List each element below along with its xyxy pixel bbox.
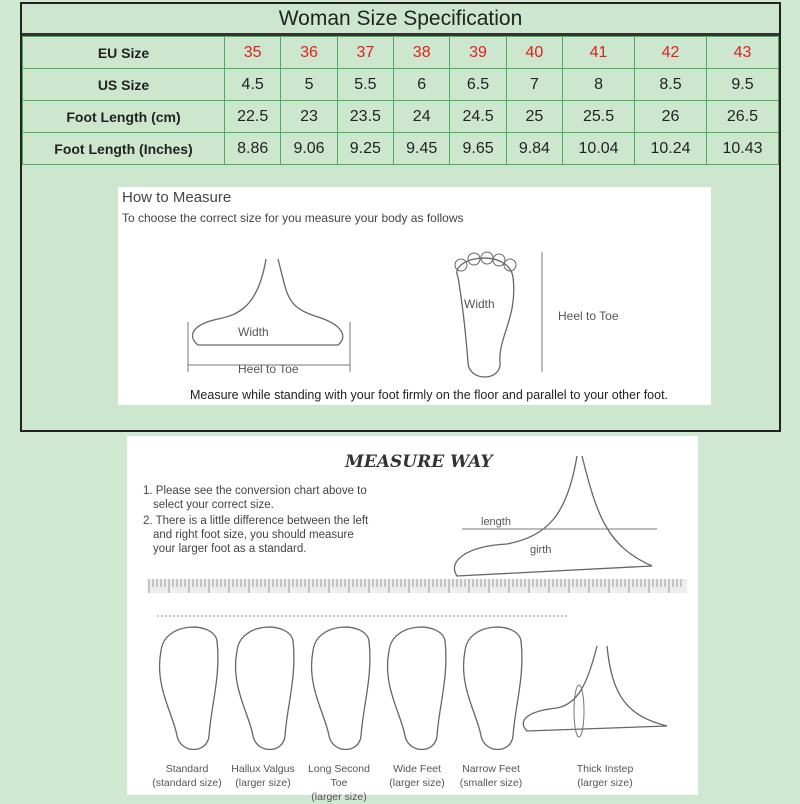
- table-cell: 4.5: [225, 69, 281, 101]
- table-cell: 9.45: [394, 133, 450, 165]
- note-line: and right foot size, you should measure: [153, 529, 354, 541]
- length-label: length: [481, 516, 511, 528]
- table-cell: 8.5: [635, 69, 707, 101]
- table-cell: 43: [706, 37, 778, 69]
- table-cell: 38: [394, 37, 450, 69]
- table-cell: 40: [506, 37, 562, 69]
- table-row: [23, 37, 779, 69]
- foot-type-size: (standard size): [152, 777, 222, 789]
- how-subtitle: To choose the correct size for you measure your body as follows: [122, 211, 464, 225]
- note-line: 2. There is a little difference between the left: [143, 515, 369, 527]
- size-table: [22, 36, 779, 165]
- table-cell: 6.5: [450, 69, 506, 101]
- foot-type-caption: [565, 762, 645, 790]
- size-chart-panel: [20, 2, 781, 432]
- table-cell: 24: [394, 101, 450, 133]
- foot-type-size: (larger size): [311, 791, 367, 803]
- row-header: Foot Length (Inches): [23, 133, 225, 165]
- table-cell: 37: [337, 37, 393, 69]
- note-line: 1. Please see the conversion chart above to: [143, 485, 367, 497]
- table-cell: 26: [635, 101, 707, 133]
- chart-title: Woman Size Specification: [22, 4, 779, 36]
- foot-type-name: Narrow Feet: [462, 763, 520, 775]
- table-cell: 10.04: [563, 133, 635, 165]
- table-cell: 9.65: [450, 133, 506, 165]
- measure-note: Measure while standing with your foot firmly on the floor and parallel to your other foot.: [190, 388, 669, 402]
- table-cell: 23.5: [337, 101, 393, 133]
- table-cell: 26.5: [706, 101, 778, 133]
- foot-diagram-illustration: [118, 187, 711, 405]
- row-header: Foot Length (cm): [23, 101, 225, 133]
- table-cell: 8.86: [225, 133, 281, 165]
- table-cell: 9.06: [281, 133, 337, 165]
- measure-illustration: [127, 436, 698, 795]
- foot-type-name: Long Second Toe: [308, 763, 370, 789]
- how-title: How to Measure: [122, 189, 232, 206]
- table-cell: 9.84: [506, 133, 562, 165]
- foot-type-size: (larger size): [235, 777, 291, 789]
- table-cell: 6: [394, 69, 450, 101]
- table-cell: 36: [281, 37, 337, 69]
- foot-type-name: Thick Instep: [576, 763, 634, 775]
- table-row: [23, 101, 779, 133]
- girth-label: girth: [530, 544, 552, 556]
- table-cell: 39: [450, 37, 506, 69]
- table-cell: 42: [635, 37, 707, 69]
- width-label: Width: [464, 297, 495, 311]
- foot-type-name: Standard: [165, 763, 209, 775]
- foot-outline: [236, 627, 294, 749]
- foot-outline: [388, 627, 446, 749]
- foot-type-caption: [147, 762, 227, 790]
- foot-type-name: Wide Feet: [393, 763, 441, 775]
- table-cell: 22.5: [225, 101, 281, 133]
- foot-type-caption: [223, 762, 303, 790]
- foot-outline: [160, 627, 218, 749]
- width-label: Width: [238, 325, 269, 339]
- foot-type-caption: [377, 762, 457, 790]
- how-to-measure: [118, 187, 711, 405]
- note-line: your larger foot as a standard.: [153, 543, 307, 555]
- row-header: US Size: [23, 69, 225, 101]
- foot-type-caption: [451, 762, 531, 790]
- table-cell: 7: [506, 69, 562, 101]
- row-header: EU Size: [23, 37, 225, 69]
- table-cell: 8: [563, 69, 635, 101]
- table-row: [23, 133, 779, 165]
- foot-type-size: (larger size): [389, 777, 445, 789]
- table-cell: 25.5: [563, 101, 635, 133]
- foot-type-caption: [299, 762, 379, 804]
- table-cell: 41: [563, 37, 635, 69]
- table-cell: 24.5: [450, 101, 506, 133]
- table-cell: 25: [506, 101, 562, 133]
- foot-type-size: (smaller size): [459, 777, 523, 789]
- table-cell: 5.5: [337, 69, 393, 101]
- foot-type-size: (larger size): [577, 777, 633, 789]
- table-cell: 9.5: [706, 69, 778, 101]
- table-cell: 10.24: [635, 133, 707, 165]
- table-cell: 10.43: [706, 133, 778, 165]
- table-cell: 35: [225, 37, 281, 69]
- heel-to-toe-label: Heel to Toe: [238, 362, 299, 376]
- measure-way-title: MEASURE WAY: [345, 452, 493, 472]
- heel-to-toe-label: Heel to Toe: [558, 309, 619, 323]
- table-row: [23, 69, 779, 101]
- measure-way-panel: [127, 436, 698, 803]
- table-cell: 5: [281, 69, 337, 101]
- table-cell: 23: [281, 101, 337, 133]
- foot-type-name: Hallux Valgus: [231, 763, 295, 775]
- foot-outline: [312, 627, 370, 749]
- table-cell: 9.25: [337, 133, 393, 165]
- note-line: select your correct size.: [153, 499, 274, 511]
- foot-outline: [464, 627, 522, 749]
